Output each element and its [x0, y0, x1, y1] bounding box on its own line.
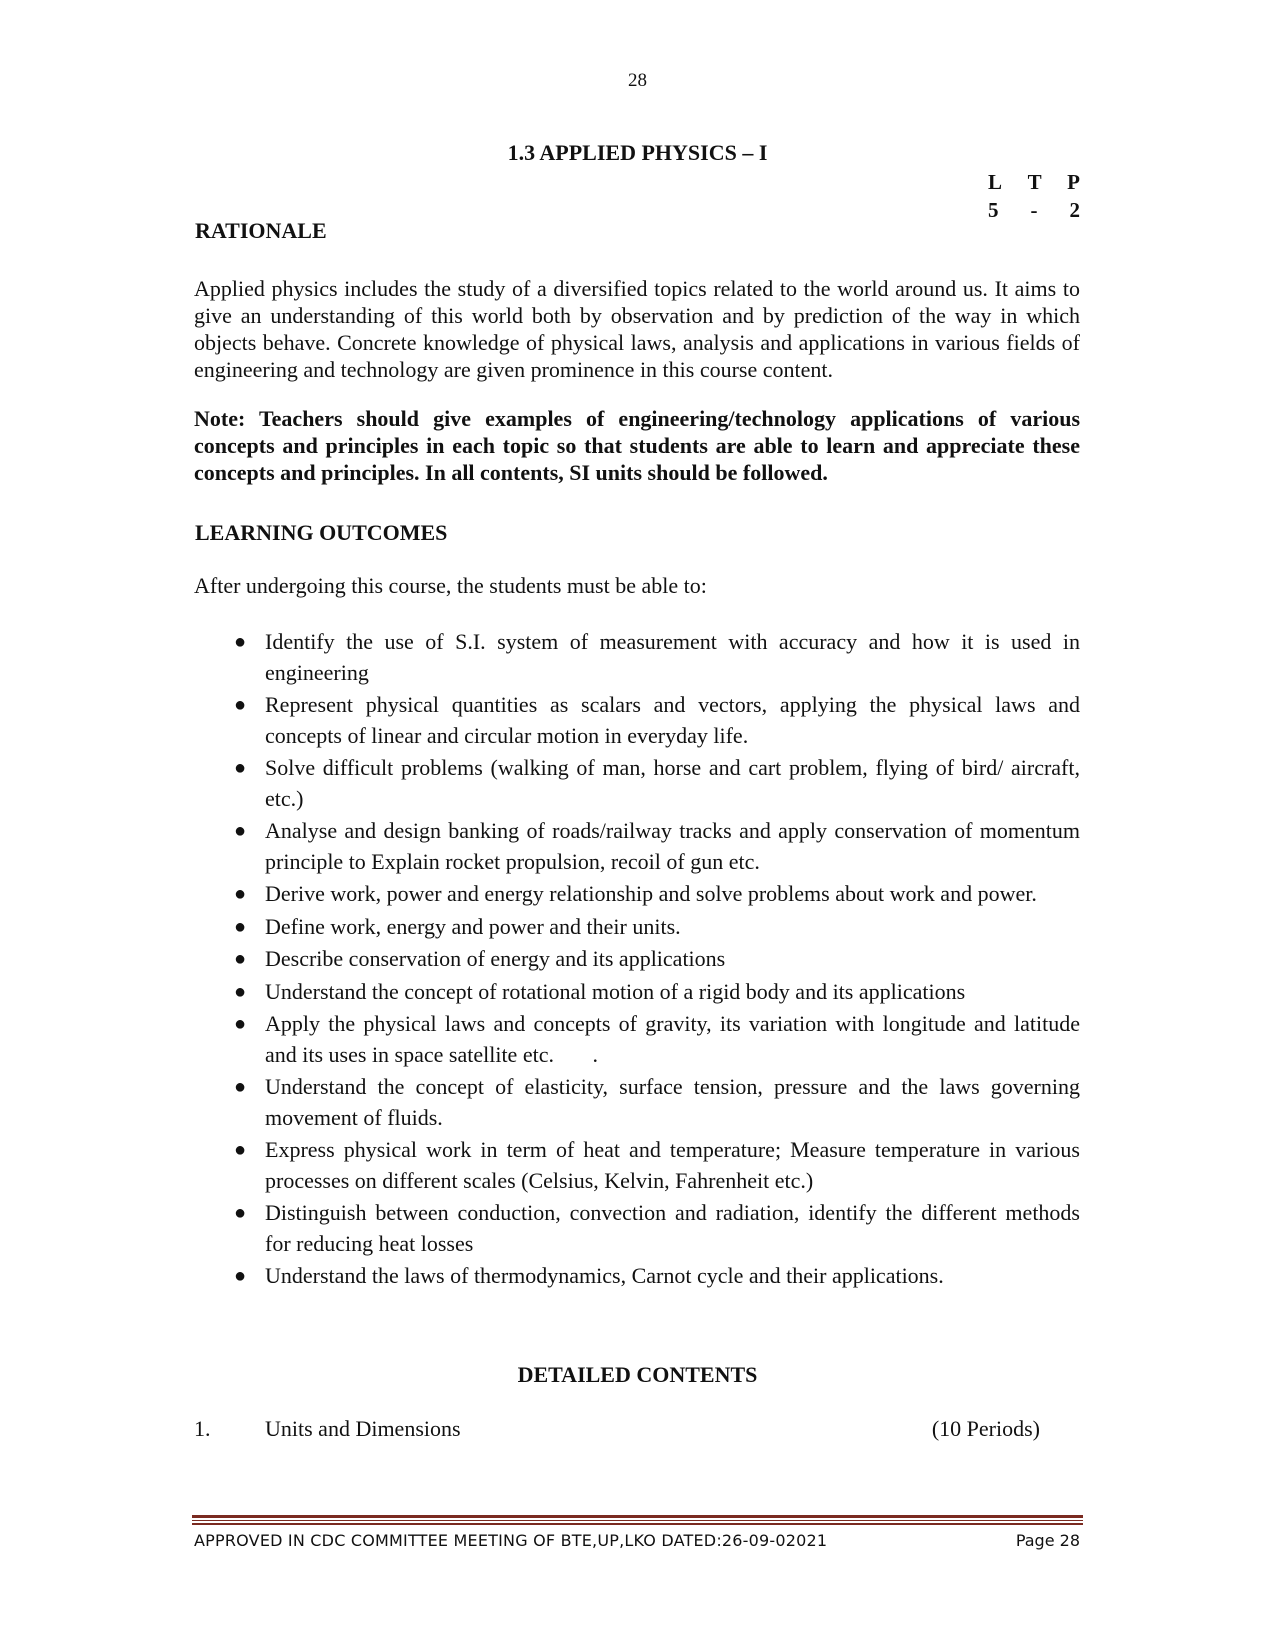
list-item — [194, 1072, 1080, 1133]
ltp-value-l: 5 — [988, 198, 999, 222]
list-item — [194, 1198, 1080, 1259]
bullet-icon: ● — [234, 1139, 247, 1161]
outcome-text: Understand the laws of thermodynamics, Carnot cycle and their applications. — [265, 1263, 944, 1288]
bullet-icon: ● — [234, 980, 247, 1003]
list-item — [194, 944, 1080, 975]
rationale-heading: RATIONALE — [195, 218, 327, 243]
outcome-text: Identify the use of S.I. system of measurement with accuracy and how it is used in engineering — [265, 629, 1080, 685]
list-item — [194, 1261, 1080, 1292]
ltp-headers — [988, 168, 1080, 196]
list-item — [194, 1009, 1086, 1070]
outcome-text: Analyse and design banking of roads/railway tracks and apply conservation of momentum principle to Explain rocket propulsion, recoil of gun etc. — [265, 818, 1080, 874]
list-item — [194, 816, 1080, 877]
unit-number: 1. — [194, 1416, 211, 1441]
bullet-icon: ● — [234, 1202, 247, 1224]
learning-outcomes-intro: After undergoing this course, the students must be able to: — [194, 573, 707, 598]
outcome-text: Derive work, power and energy relationship and solve problems about work and power. — [265, 881, 1037, 906]
outcome-text: Solve difficult problems (walking of man, horse and cart problem, flying of bird/ aircraft, etc.) — [265, 755, 1080, 811]
bullet-icon: ● — [234, 1013, 247, 1035]
bullet-icon: ● — [234, 915, 247, 938]
list-item — [194, 627, 1080, 688]
learning-outcomes-list — [194, 627, 1086, 1294]
bullet-icon: ● — [234, 757, 247, 779]
outcome-text: Define work, energy and power and their units. — [265, 913, 681, 939]
ltp-value-t: - — [1030, 198, 1038, 222]
list-item — [194, 912, 1080, 943]
rationale-text: Applied physics includes the study of a diversified topics related to the world around us. It aims to give an understanding of this world both by observation and by prediction of the way in which objects behave. Concrete knowledge of physical laws, analysis and applications in various fields of engineering and technology are given prominence in this course content. — [194, 276, 1080, 382]
bullet-icon: ● — [234, 883, 247, 905]
ltp-header-p: P — [1067, 170, 1080, 194]
outcome-text: Understand the concept of elasticity, surface tension, pressure and the laws governing movement of fluids. — [265, 1074, 1080, 1130]
footer-page-number: Page 28 — [1015, 1531, 1080, 1550]
ltp-header-l: L — [988, 170, 1003, 194]
ltp-values — [988, 196, 1080, 224]
footer-divider — [192, 1520, 1083, 1521]
ltp-value-p: 2 — [1069, 198, 1080, 222]
bullet-icon: ● — [234, 948, 247, 970]
bullet-icon: ● — [234, 694, 247, 716]
outcome-text: Distinguish between conduction, convection and radiation, identify the different methods for reducing heat losses — [265, 1200, 1080, 1256]
outcome-text: Represent physical quantities as scalars and vectors, applying the physical laws and concepts of linear and circular motion in everyday life. — [265, 692, 1080, 748]
ltp-header-t: T — [1027, 170, 1042, 194]
unit-periods: (10 Periods) — [931, 1416, 1040, 1441]
outcome-text: Express physical work in term of heat and temperature; Measure temperature in various processes on different scales (Celsius, Kelvin, Fahrenheit etc.) — [265, 1137, 1080, 1193]
ltp-table — [988, 168, 1080, 224]
list-item — [194, 977, 1080, 1008]
outcome-text: Describe conservation of energy and its applications — [265, 946, 726, 971]
outcome-text: Understand the concept of rotational motion of a rigid body and its applications — [265, 978, 966, 1004]
bullet-icon: ● — [234, 1076, 247, 1098]
teacher-note: Note: Teachers should give examples of engineering/technology applications of various concepts and principles in each topic so that students are able to learn and appreciate these concepts and principles. In all contents, SI units should be followed. — [194, 406, 1080, 485]
course-title: 1.3 APPLIED PHYSICS – I — [507, 140, 768, 165]
bullet-icon: ● — [234, 820, 247, 842]
bullet-icon: ● — [234, 631, 247, 653]
learning-outcomes-heading: LEARNING OUTCOMES — [195, 520, 448, 545]
outcome-text: Apply the physical laws and concepts of gravity, its variation with longitude and latitude and its uses in space satellite etc. . — [265, 1011, 1086, 1067]
footer-divider — [192, 1515, 1083, 1518]
list-item — [194, 1135, 1080, 1196]
detailed-contents-heading: DETAILED CONTENTS — [517, 1362, 758, 1387]
footer-divider — [192, 1523, 1083, 1525]
list-item — [194, 690, 1080, 751]
footer-approval: APPROVED IN CDC COMMITTEE MEETING OF BTE,UP,LKO DATED:26-09-02021 — [194, 1531, 828, 1550]
list-item — [194, 879, 1080, 910]
unit-name: Units and Dimensions — [265, 1416, 461, 1441]
bullet-icon: ● — [234, 1265, 247, 1287]
page-number: 28 — [628, 70, 647, 91]
list-item — [194, 753, 1080, 814]
